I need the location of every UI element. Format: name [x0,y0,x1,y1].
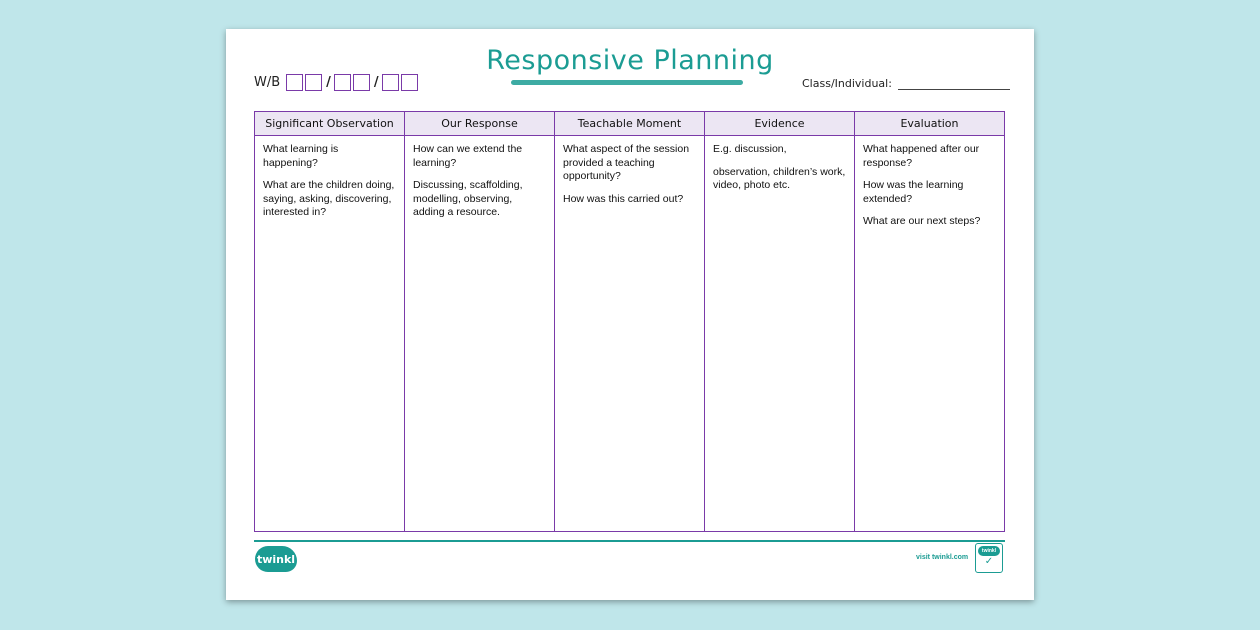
date-box-day-2[interactable] [305,74,322,91]
column-body[interactable] [405,136,554,236]
date-box-month-2[interactable] [353,74,370,91]
column-heading: Teachable Moment [555,112,704,136]
column-heading: Significant Observation [255,112,404,136]
prompt-text: E.g. discussion, [713,143,787,155]
date-box-year-2[interactable] [401,74,418,91]
column-body[interactable] [855,136,1004,245]
planning-sheet [226,29,1034,600]
week-beginning-field [254,74,420,91]
prompt-text: What aspect of the session provided a teaching opportunity? [563,143,690,182]
column-heading: Our Response [405,112,554,136]
date-separator: / [373,75,379,90]
column-evidence [705,112,855,531]
quality-badge-icon [975,543,1003,573]
checkmark-icon: ✓ [984,556,994,567]
prompt-text: observation, children’s work, video, photo etc. [713,165,846,191]
class-individual-field [802,77,1010,90]
visit-link[interactable]: visit twinkl.com [916,554,969,561]
date-box-year-1[interactable] [382,74,399,91]
class-input-line[interactable] [898,78,1010,90]
prompt-text: What are the children doing, saying, asking, discovering, interested in? [263,179,395,218]
prompt-text: How was this carried out? [563,192,684,205]
wb-label: W/B [254,75,281,90]
column-body[interactable] [255,136,404,236]
date-box-day-1[interactable] [286,74,303,91]
column-teachable-moment [555,112,705,531]
prompt-text: What happened after our response? [863,143,980,169]
title-underline [511,80,743,85]
column-body[interactable] [555,136,704,222]
prompt-text: How was the learning extended? [863,179,964,205]
prompt-text: What are our next steps? [863,215,981,227]
column-significant-observation [255,112,405,531]
date-box-month-1[interactable] [334,74,351,91]
prompt-text: How can we extend the learning? [413,143,523,169]
prompt-text: What learning is happening? [263,143,339,169]
date-separator: / [326,75,331,90]
column-heading: Evidence [705,112,854,136]
footer-divider [254,540,1005,542]
planning-table [254,111,1005,532]
column-our-response [405,112,555,531]
column-body[interactable] [705,136,854,209]
twinkl-logo: twinkl [255,546,297,572]
class-label: Class/Individual: [802,77,892,90]
badge-logo: twinkl [978,546,1000,556]
column-evaluation [855,112,1004,531]
column-heading: Evaluation [855,112,1004,136]
prompt-text: Discussing, scaffolding, modelling, observing, adding a resource. [413,179,523,218]
page-title: Responsive Planning [486,45,774,76]
